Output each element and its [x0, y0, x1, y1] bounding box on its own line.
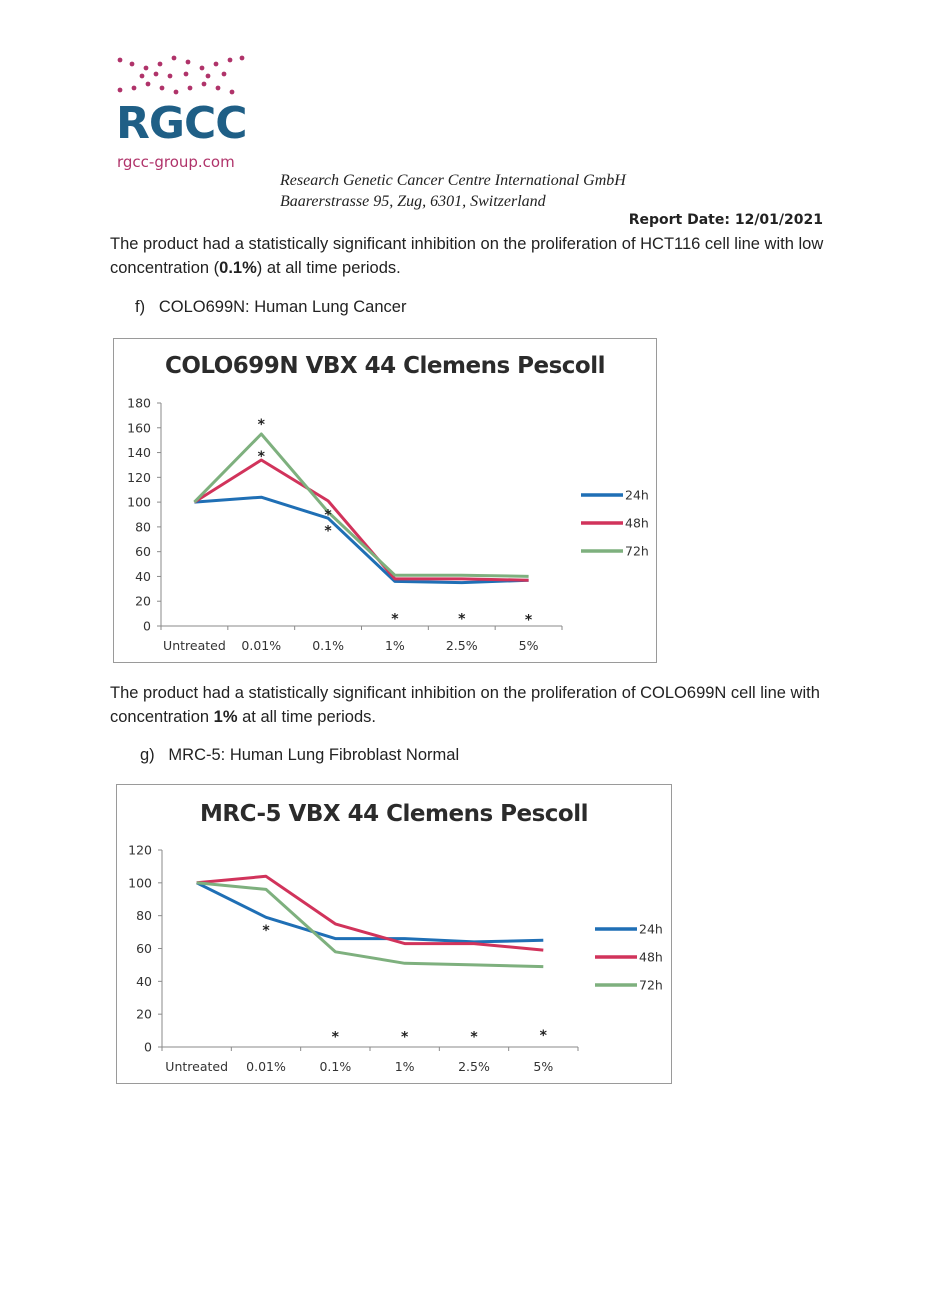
- organization-name: Research Genetic Cancer Centre International GmbH: [280, 172, 626, 189]
- paragraph-text: ) at all time periods.: [256, 259, 401, 277]
- chart-plot: [117, 785, 671, 1083]
- paragraph-text: The product had a statistically significant inhibition on the proliferation of COLO699N cell line with concentration: [110, 684, 820, 726]
- significance-asterisk: *: [262, 922, 270, 939]
- x-tick-label: 0.01%: [241, 638, 282, 653]
- section-heading-f: f) COLO699N: Human Lung Cancer: [135, 298, 407, 316]
- y-tick-label: 20: [136, 1006, 152, 1022]
- legend-label: 48h: [625, 515, 649, 531]
- y-tick-label: 60: [136, 941, 152, 956]
- x-tick-label: 5%: [518, 638, 539, 653]
- y-tick-label: 60: [135, 544, 151, 560]
- x-tick-label: 2.5%: [458, 1059, 490, 1074]
- paragraph-text: The product had a statistically significant inhibition on the proliferation of HCT116 cell line with low concentration (: [110, 235, 824, 277]
- x-tick-label: 2.5%: [445, 638, 478, 653]
- y-tick-label: 40: [135, 568, 151, 584]
- significance-asterisk: *: [324, 523, 332, 540]
- y-tick-label: 160: [127, 420, 151, 436]
- legend-label: 72h: [625, 543, 649, 559]
- paragraph-colo699n: [110, 681, 830, 729]
- series-line-48h: [194, 460, 528, 580]
- significance-asterisk: *: [539, 1027, 547, 1044]
- paragraph-text: at all time periods.: [237, 708, 376, 726]
- significance-asterisk: *: [257, 416, 265, 433]
- y-tick-label: 0: [144, 1039, 152, 1055]
- y-tick-label: 120: [128, 842, 152, 858]
- legend-label: 72h: [639, 977, 663, 993]
- y-tick-label: 40: [136, 973, 152, 989]
- y-tick-label: 0: [143, 618, 151, 634]
- y-tick-label: 80: [136, 908, 152, 924]
- paragraph-hct116: [110, 232, 830, 280]
- series-line-72h: [194, 434, 528, 576]
- y-tick-label: 80: [135, 519, 151, 535]
- chart-colo699n: [113, 338, 657, 663]
- report-date: Report Date: 12/01/2021: [628, 212, 823, 228]
- y-tick-label: 120: [127, 469, 151, 485]
- y-tick-label: 180: [127, 395, 151, 411]
- organization-street: Baarerstrasse 95, Zug, 6301, Switzerland: [280, 193, 546, 210]
- paragraph-bold: 0.1%: [219, 259, 257, 277]
- paragraph-bold: 1%: [213, 708, 238, 726]
- x-tick-label: 0.1%: [312, 638, 344, 653]
- logo-name: RGCC: [116, 98, 247, 149]
- logo-url: rgcc-group.com: [117, 153, 235, 171]
- legend-label: 48h: [639, 949, 663, 965]
- x-tick-label: 1%: [394, 1059, 415, 1074]
- x-tick-label: 0.1%: [319, 1059, 352, 1074]
- y-tick-label: 140: [127, 445, 151, 461]
- legend-label: 24h: [639, 921, 663, 937]
- chart-plot: [114, 339, 656, 662]
- significance-asterisk: *: [458, 611, 466, 628]
- significance-asterisk: *: [331, 1029, 339, 1046]
- legend-label: 24h: [625, 487, 649, 503]
- chart-title: MRC-5 VBX 44 Clemens Pescoll: [200, 801, 588, 827]
- significance-asterisk: *: [470, 1029, 478, 1046]
- series-line-72h: [197, 883, 544, 967]
- significance-asterisk: *: [401, 1029, 409, 1046]
- y-tick-label: 20: [135, 593, 151, 609]
- significance-asterisk: *: [391, 611, 399, 628]
- significance-asterisk: *: [257, 449, 265, 466]
- chart-title: COLO699N VBX 44 Clemens Pescoll: [164, 353, 606, 379]
- y-tick-label: 100: [128, 875, 152, 891]
- organization-address: [280, 170, 626, 212]
- chart-mrc5: [116, 784, 672, 1084]
- logo-dots-icon: [112, 52, 252, 100]
- significance-asterisk: *: [324, 507, 332, 524]
- section-heading-g: g) MRC-5: Human Lung Fibroblast Normal: [140, 746, 460, 764]
- x-tick-label: 0.01%: [246, 1059, 286, 1074]
- significance-asterisk: *: [524, 612, 533, 629]
- x-tick-label: Untreated: [165, 1059, 229, 1074]
- x-tick-label: 5%: [533, 1059, 554, 1074]
- x-tick-label: 1%: [384, 638, 405, 653]
- x-tick-label: Untreated: [163, 638, 226, 653]
- y-tick-label: 100: [127, 494, 151, 510]
